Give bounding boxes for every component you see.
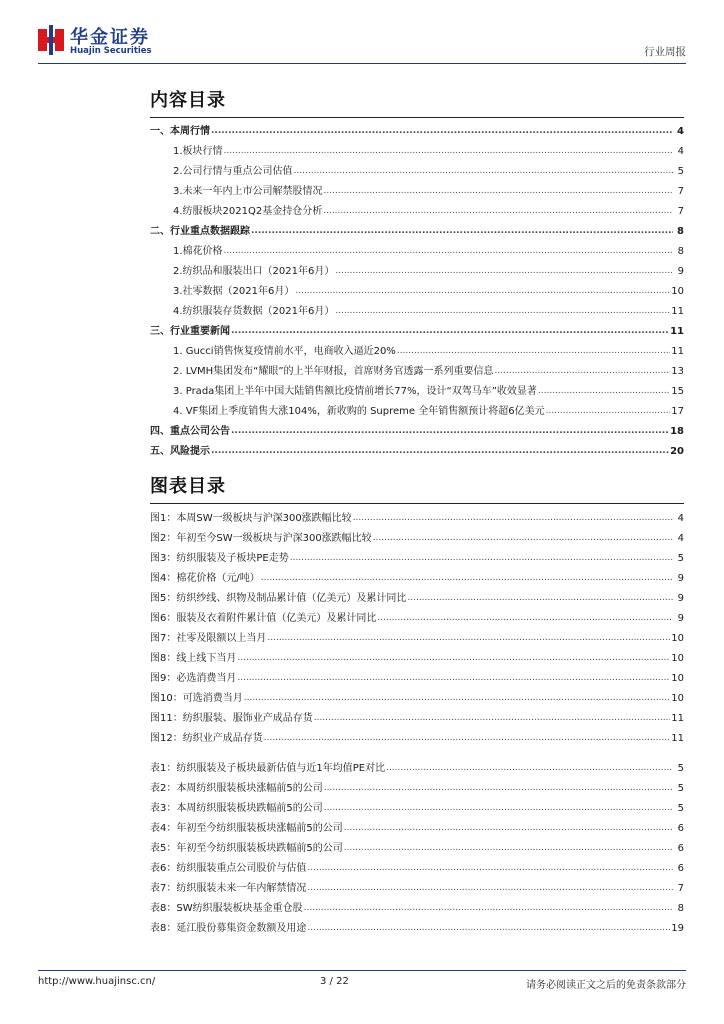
leader-dots (373, 532, 673, 544)
contents-entry-page: 7 (677, 206, 684, 217)
leader-dots (407, 592, 673, 604)
table-list-entry-page: 5 (677, 783, 684, 794)
leader-dots (323, 205, 673, 217)
chart-list-entry[interactable] (150, 684, 684, 704)
table-list-entry-page: 5 (677, 803, 684, 814)
chart-list-entry-page: 9 (677, 613, 684, 624)
contents-entry[interactable] (150, 417, 684, 437)
leader-dots (224, 145, 673, 157)
contents-entry-label: 1. Gucci销售恢复疫情前水平，电商收入逼近20% (173, 346, 396, 357)
chart-list-entry[interactable] (150, 704, 684, 724)
leader-dots (251, 225, 673, 237)
chart-list-entry-label: 图12：纺织业产成品存货 (150, 733, 263, 744)
chart-list-entry-page: 9 (677, 593, 684, 604)
table-list-entry[interactable] (150, 754, 684, 774)
contents-entry[interactable] (150, 197, 684, 217)
leader-dots (267, 632, 670, 644)
contents-entry-label: 三、行业重要新闻 (150, 326, 230, 337)
contents-entry[interactable] (150, 337, 684, 357)
table-list-entry-page: 7 (677, 883, 684, 894)
contents-entry[interactable] (150, 177, 684, 197)
chart-list-entry[interactable] (150, 644, 684, 664)
chart-list-entry-label: 图7：社零及限额以上当月 (150, 633, 267, 644)
leader-dots (211, 445, 669, 457)
contents-entry-label: 四、重点公司公告 (150, 426, 230, 437)
contents-entry[interactable] (150, 217, 684, 237)
leader-dots (324, 802, 673, 814)
leader-dots (344, 822, 673, 834)
table-list-entry-page: 6 (677, 823, 684, 834)
contents-entry-label: 2. LVMH集团发布“耀眼”的上半年财报，首席财务官透露一系列重要信息 (173, 366, 494, 377)
contents-entry[interactable] (150, 397, 684, 417)
chart-list-entry[interactable] (150, 524, 684, 544)
contents-entry-page: 11 (671, 346, 684, 357)
leader-dots (307, 882, 673, 894)
charts-toc (150, 504, 684, 744)
chart-list-entry-label: 图1：本周SW一级板块与沪深300涨跌幅比较 (150, 513, 352, 524)
chart-list-entry-page: 10 (671, 633, 684, 644)
contents-entry-page: 5 (677, 166, 684, 177)
leader-dots (237, 672, 670, 684)
contents-entry[interactable] (150, 237, 684, 257)
contents-entry-label: 1.板块行情 (173, 146, 223, 157)
leader-dots (397, 345, 670, 357)
leader-dots (231, 425, 669, 437)
chart-list-entry-page: 10 (671, 673, 684, 684)
table-list-entry[interactable] (150, 814, 684, 834)
leader-dots (294, 165, 673, 177)
page-number: 3 / 22 (320, 976, 349, 987)
leader-dots (538, 385, 670, 397)
contents-entry-page: 4 (677, 146, 684, 157)
contents-entry-label: 五、风险提示 (150, 446, 210, 457)
table-list-entry-label: 表1：纺织服装及子板块最新估值与近1年均值PE对比 (150, 763, 386, 774)
table-list-entry[interactable] (150, 874, 684, 894)
chart-list-entry-label: 图9：必选消费当月 (150, 673, 237, 684)
chart-list-entry-page: 11 (671, 713, 684, 724)
leader-dots (495, 365, 671, 377)
table-list-entry-label: 表6：纺织服装重点公司股价与估值 (150, 863, 307, 874)
contents-entry-label: 一、本周行情 (150, 126, 210, 137)
contents-entry-label: 3.未来一年内上市公司解禁股情况 (173, 186, 323, 197)
chart-list-entry-label: 图2：年初至今SW一级板块与沪深300涨跌幅比较 (150, 533, 372, 544)
huajin-logo-icon (38, 25, 64, 55)
chart-list-entry-label: 图4：棉花价格（元/吨） (150, 573, 260, 584)
logo-chinese-name: 华金证券 (70, 27, 150, 48)
contents-entry-label: 4.纺织服装存货数据（2021年6月） (173, 306, 335, 317)
chart-list-entry-label: 图8：线上线下当月 (150, 653, 237, 664)
contents-entry-label: 1.棉花价格 (173, 246, 223, 257)
table-list-entry[interactable] (150, 914, 684, 934)
chart-list-entry-page: 9 (677, 573, 684, 584)
chart-list-entry[interactable] (150, 564, 684, 584)
leader-dots (335, 265, 673, 277)
table-list-entry-label: 表3：本周纺织服装板块跌幅前5的公司 (150, 803, 323, 814)
leader-dots (324, 782, 673, 794)
contents-toc (150, 117, 684, 457)
contents-entry-page: 8 (677, 226, 684, 237)
leader-dots (237, 652, 670, 664)
chart-list-entry[interactable] (150, 544, 684, 564)
footer-divider (38, 970, 686, 971)
contents-entry[interactable] (150, 377, 684, 397)
chart-list-entry-page: 4 (677, 513, 684, 524)
contents-entry-page: 9 (677, 266, 684, 277)
table-list-entry-label: 表5：年初至今纺织服装板块跌幅前5的公司 (150, 843, 343, 854)
contents-entry-label: 4. VF集团上季度销售大涨104%，新收购的 Supreme 全年销售额预计将超6亿美元 (173, 406, 545, 417)
tables-toc (150, 754, 684, 934)
disclaimer-notice: 请务必阅读正文之后的免责条款部分 (526, 980, 686, 991)
leader-dots (377, 612, 673, 624)
chart-list-entry-page: 10 (671, 693, 684, 704)
leader-dots (211, 125, 673, 137)
leader-dots (314, 712, 671, 724)
chart-list-entry[interactable] (150, 504, 684, 524)
chart-list-entry-label: 图11：纺织服装、服饰业产成品存货 (150, 713, 313, 724)
leader-dots (335, 305, 670, 317)
contents-entry[interactable] (150, 357, 684, 377)
table-list-entry-label: 表4：年初至今纺织服装板块涨幅前5的公司 (150, 823, 343, 834)
leader-dots (386, 762, 673, 774)
table-list-entry[interactable] (150, 834, 684, 854)
table-list-entry-page: 6 (677, 843, 684, 854)
logo-english-name: Huajin Securities (70, 46, 152, 56)
contents-entry[interactable] (150, 117, 684, 137)
contents-entry[interactable] (150, 317, 684, 337)
contents-entry-page: 13 (671, 366, 684, 377)
contents-entry-page: 18 (670, 426, 684, 437)
table-list-entry-label: 表7：纺织服装未来一年内解禁情况 (150, 883, 307, 894)
contents-entry-page: 10 (671, 286, 684, 297)
chart-list-entry-page: 11 (671, 733, 684, 744)
table-list-entry-page: 8 (677, 903, 684, 914)
report-type-label: 行业周报 (644, 46, 686, 58)
contents-entry-label: 2.公司行情与重点公司估值 (173, 166, 293, 177)
contents-entry-page: 7 (677, 186, 684, 197)
chart-list-entry-label: 图6：服装及衣着附件累计值（亿美元）及累计同比 (150, 613, 377, 624)
leader-dots (231, 325, 669, 337)
table-list-entry[interactable] (150, 774, 684, 794)
contents-entry-page: 11 (671, 306, 684, 317)
contents-title: 内容目录 (150, 90, 226, 111)
contents-entry-page: 11 (670, 326, 684, 337)
contents-entry[interactable] (150, 297, 684, 317)
contents-entry[interactable] (150, 137, 684, 157)
chart-list-entry-page: 4 (677, 533, 684, 544)
leader-dots (264, 732, 671, 744)
contents-entry[interactable] (150, 437, 684, 457)
contents-entry[interactable] (150, 277, 684, 297)
contents-entry-label: 3.社零数据（2021年6月） (173, 286, 295, 297)
table-list-entry-label: 表2：本周纺织服装板块涨幅前5的公司 (150, 783, 323, 794)
contents-entry-label: 3. Prada集团上半年中国大陆销售额比疫情前增长77%，设计“双驾马车”收效显著 (173, 386, 537, 397)
contents-entry-label: 二、行业重点数据跟踪 (150, 226, 250, 237)
contents-entry[interactable] (150, 157, 684, 177)
leader-dots (344, 842, 673, 854)
leader-dots (353, 512, 673, 524)
table-list-entry-page: 5 (677, 763, 684, 774)
contents-entry-page: 8 (677, 246, 684, 257)
chart-list-entry[interactable] (150, 624, 684, 644)
leader-dots (307, 922, 670, 934)
contents-entry-page: 4 (677, 126, 684, 137)
chart-list-entry-label: 图5：纺织纱线、织物及制品累计值（亿美元）及累计同比 (150, 593, 407, 604)
chart-list-entry[interactable] (150, 664, 684, 684)
leader-dots (224, 245, 673, 257)
table-list-entry-label: 表8：SW纺织服装板块基金重仓股 (150, 903, 303, 914)
header-divider (38, 63, 686, 64)
company-logo (38, 23, 166, 61)
chart-list-entry[interactable] (150, 604, 684, 624)
table-list-entry[interactable] (150, 894, 684, 914)
chart-list-entry[interactable] (150, 584, 684, 604)
chart-list-entry-label: 图10：可选消费当月 (150, 693, 243, 704)
contents-entry-label: 2.纺织品和服装出口（2021年6月） (173, 266, 335, 277)
contents-entry[interactable] (150, 257, 684, 277)
contents-entry-page: 20 (670, 446, 684, 457)
table-list-entry-page: 19 (671, 923, 684, 934)
contents-entry-page: 15 (671, 386, 684, 397)
footer-website-link[interactable]: http://www.huajinsc.cn/ (38, 976, 156, 987)
figures-title: 图表目录 (150, 476, 226, 497)
chart-list-entry-page: 5 (677, 553, 684, 564)
table-list-entry-label: 表8：延江股份募集资金数额及用途 (150, 923, 307, 934)
leader-dots (307, 862, 673, 874)
leader-dots (546, 405, 671, 417)
contents-entry-label: 4.纺服板块2021Q2基金持仓分析 (173, 206, 323, 217)
table-list-entry[interactable] (150, 854, 684, 874)
leader-dots (304, 902, 673, 914)
leader-dots (244, 692, 671, 704)
chart-list-entry[interactable] (150, 724, 684, 744)
leader-dots (290, 552, 673, 564)
contents-entry-page: 17 (671, 406, 684, 417)
chart-list-entry-label: 图3：纺织服装及子板块PE走势 (150, 553, 289, 564)
page-header (38, 20, 686, 62)
table-list-entry[interactable] (150, 794, 684, 814)
leader-dots (324, 185, 673, 197)
leader-dots (295, 285, 670, 297)
table-list-entry-page: 6 (677, 863, 684, 874)
chart-list-entry-page: 10 (671, 653, 684, 664)
leader-dots (261, 572, 673, 584)
